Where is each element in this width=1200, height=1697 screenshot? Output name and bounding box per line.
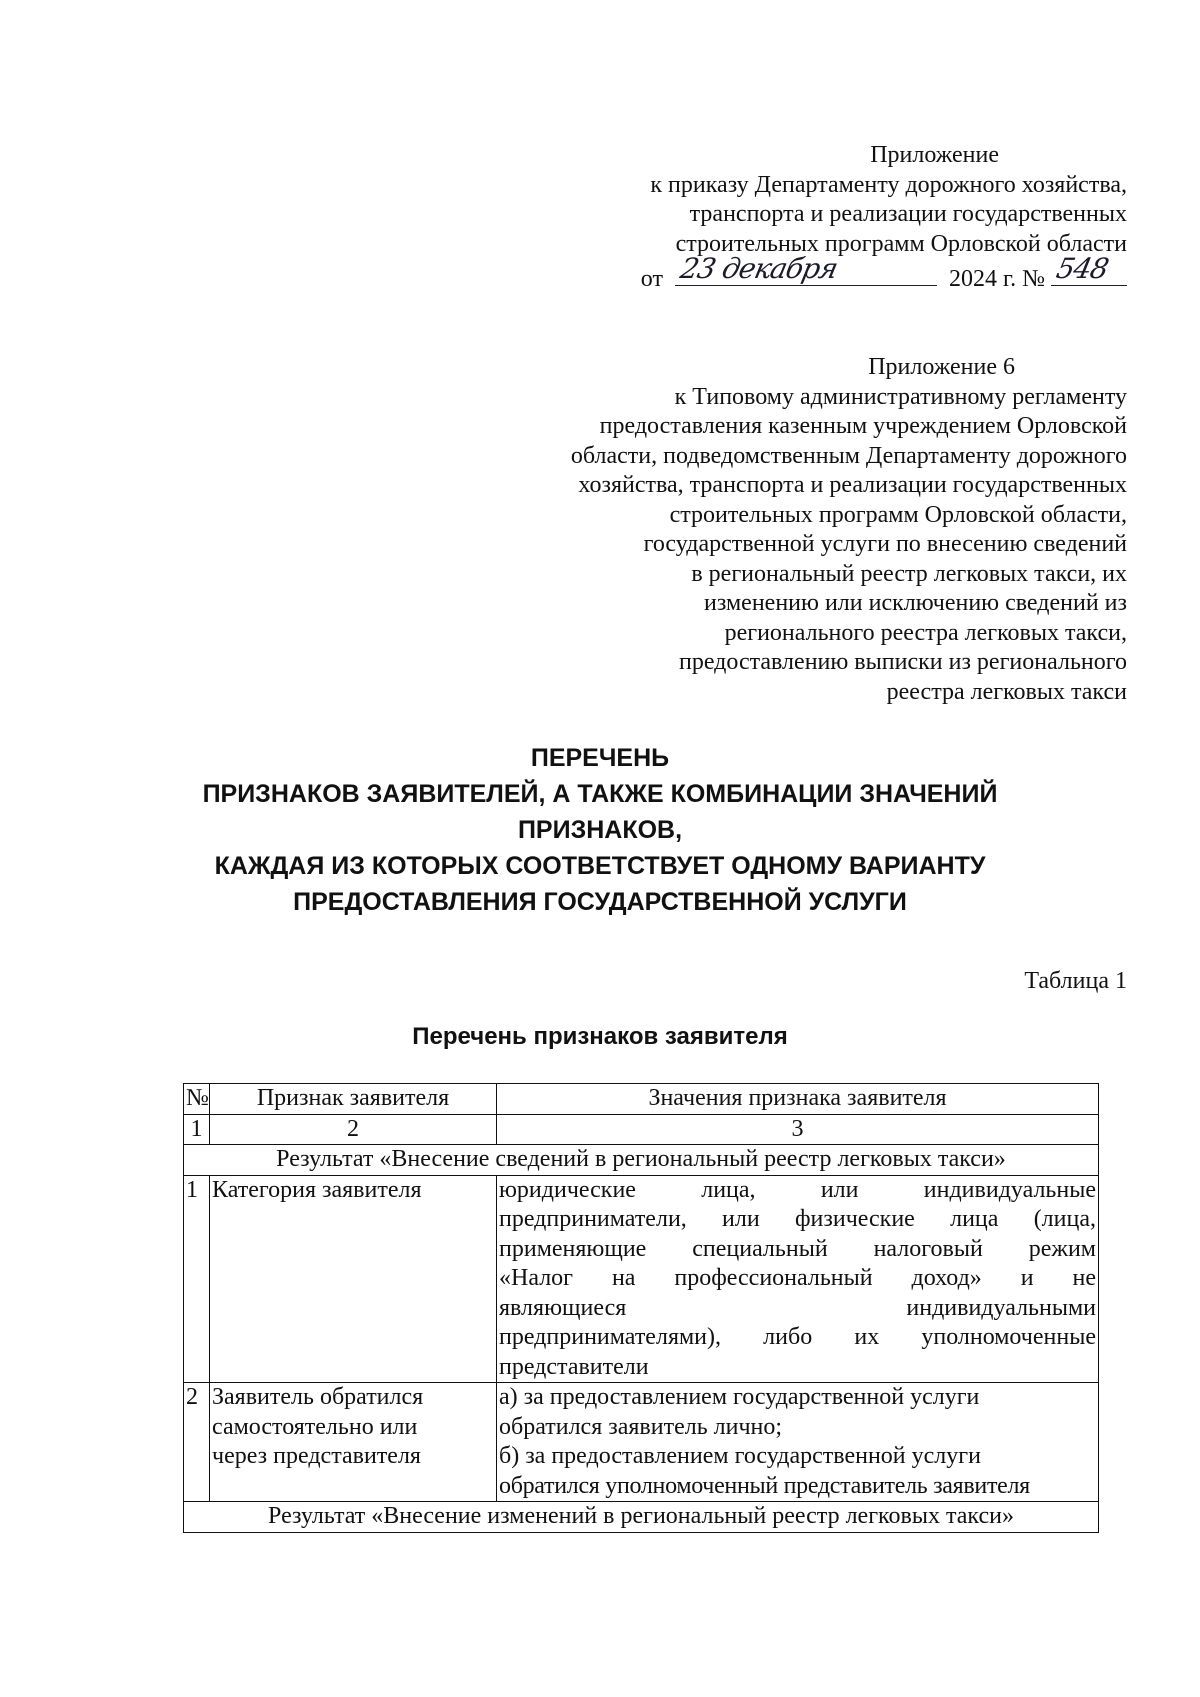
appendix-line: к Типовому административному регламенту	[674, 383, 1127, 410]
column-number: 3	[497, 1114, 1099, 1145]
table-label: Таблица 1	[1024, 968, 1127, 994]
number-field	[1051, 251, 1127, 286]
header-values: Значения признака заявителя	[497, 1084, 1099, 1115]
appendix-header-1	[641, 141, 1127, 295]
value-line: являющиеся индивидуальными	[499, 1294, 1096, 1321]
appendix-line: в региональный реестр легковых такси, их	[691, 560, 1127, 587]
column-number: 2	[210, 1114, 497, 1145]
criterion-line: через представителя	[212, 1443, 421, 1469]
heading-line: ПРЕДОСТАВЛЕНИЯ ГОСУДАРСТВЕННОЙ УСЛУГИ	[293, 888, 907, 916]
row-number: 2	[184, 1383, 210, 1502]
date-field	[675, 251, 937, 286]
appendix-line: изменению или исключению сведений из	[704, 590, 1127, 616]
date-prefix: от	[640, 266, 663, 292]
appendix-header-2	[571, 353, 1127, 707]
appendix-line: области, подведомственным Департаменту дорожного	[570, 442, 1127, 469]
criteria-table	[183, 1083, 1099, 1533]
appendix-line: реестра легковых такси	[886, 678, 1127, 705]
row-values	[497, 1383, 1099, 1502]
value-line: предприниматели, или физические лица (лица,	[499, 1206, 1096, 1232]
appendix-line: государственной услуги по внесению сведений	[643, 531, 1127, 557]
table-title: Перечень признаков заявителя	[412, 1023, 788, 1050]
appendix-line: строительных программ Орловской области,	[669, 501, 1127, 528]
heading-line: ПЕРЕЧЕНЬ	[530, 744, 670, 772]
section-title: Результат «Внесение сведений в региональный реестр легковых такси»	[184, 1145, 1099, 1176]
value-line: обратился уполномоченный представитель заявителя	[499, 1472, 1030, 1499]
handwritten-date: 23 декабря	[677, 251, 841, 285]
table-header-row	[184, 1084, 1099, 1115]
appendix-line: хозяйства, транспорта и реализации государственных	[578, 472, 1127, 498]
handwritten-number: 548	[1053, 251, 1112, 285]
criterion-line: Заявитель обратился	[212, 1384, 424, 1410]
appendix-title: Приложение	[870, 142, 999, 168]
table-row	[184, 1175, 1099, 1383]
order-date-line	[640, 251, 1127, 295]
column-number-row	[184, 1114, 1099, 1145]
value-line: обратился заявитель лично;	[499, 1413, 783, 1440]
value-line: юридические лица, или индивидуальные	[499, 1176, 1096, 1203]
appendix-title: Приложение 6	[868, 354, 1015, 380]
appendix-line: предоставлению выписки из регионального	[678, 649, 1127, 675]
appendix-line: строительных программ Орловской области	[675, 230, 1127, 257]
criterion-line: самостоятельно или	[212, 1413, 418, 1440]
row-criterion	[210, 1383, 497, 1502]
row-criterion: Категория заявителя	[210, 1175, 497, 1383]
header-number: №	[184, 1084, 210, 1115]
header-criterion: Признак заявителя	[210, 1084, 497, 1115]
section-row	[184, 1502, 1099, 1533]
heading-line: ПРИЗНАКОВ ЗАЯВИТЕЛЕЙ, А ТАКЖЕ КОМБИНАЦИИ ЗНАЧЕНИЙ	[202, 780, 998, 808]
value-line: представители	[499, 1353, 649, 1380]
table-row	[184, 1383, 1099, 1502]
row-values	[497, 1175, 1099, 1383]
appendix-line: к приказу Департаменту дорожного хозяйства,	[650, 171, 1127, 198]
row-number: 1	[184, 1175, 210, 1383]
value-line: применяющие специальный налоговый режим	[499, 1235, 1096, 1262]
section-title: Результат «Внесение изменений в региональный реестр легковых такси»	[184, 1502, 1099, 1533]
appendix-line: предоставления казенным учреждением Орловской	[599, 413, 1127, 439]
year-number-text: 2024 г. №	[948, 266, 1045, 292]
appendix-line: регионального реестра легковых такси,	[724, 619, 1127, 646]
section-row	[184, 1145, 1099, 1176]
appendix-line: транспорта и реализации государственных	[689, 201, 1127, 227]
column-number: 1	[184, 1114, 210, 1145]
value-line: а) за предоставлением государственной услуги	[499, 1384, 980, 1410]
document-heading	[0, 740, 1200, 920]
heading-line: ПРИЗНАКОВ,	[517, 816, 683, 844]
value-line: б) за предоставлением государственной услуги	[499, 1443, 981, 1469]
heading-line: КАЖДАЯ ИЗ КОТОРЫХ СООТВЕТСТВУЕТ ОДНОМУ ВАРИАНТУ	[214, 852, 986, 880]
value-line: «Налог на профессиональный доход» и не	[499, 1265, 1096, 1291]
value-line: предпринимателями), либо их уполномоченные	[499, 1324, 1096, 1350]
